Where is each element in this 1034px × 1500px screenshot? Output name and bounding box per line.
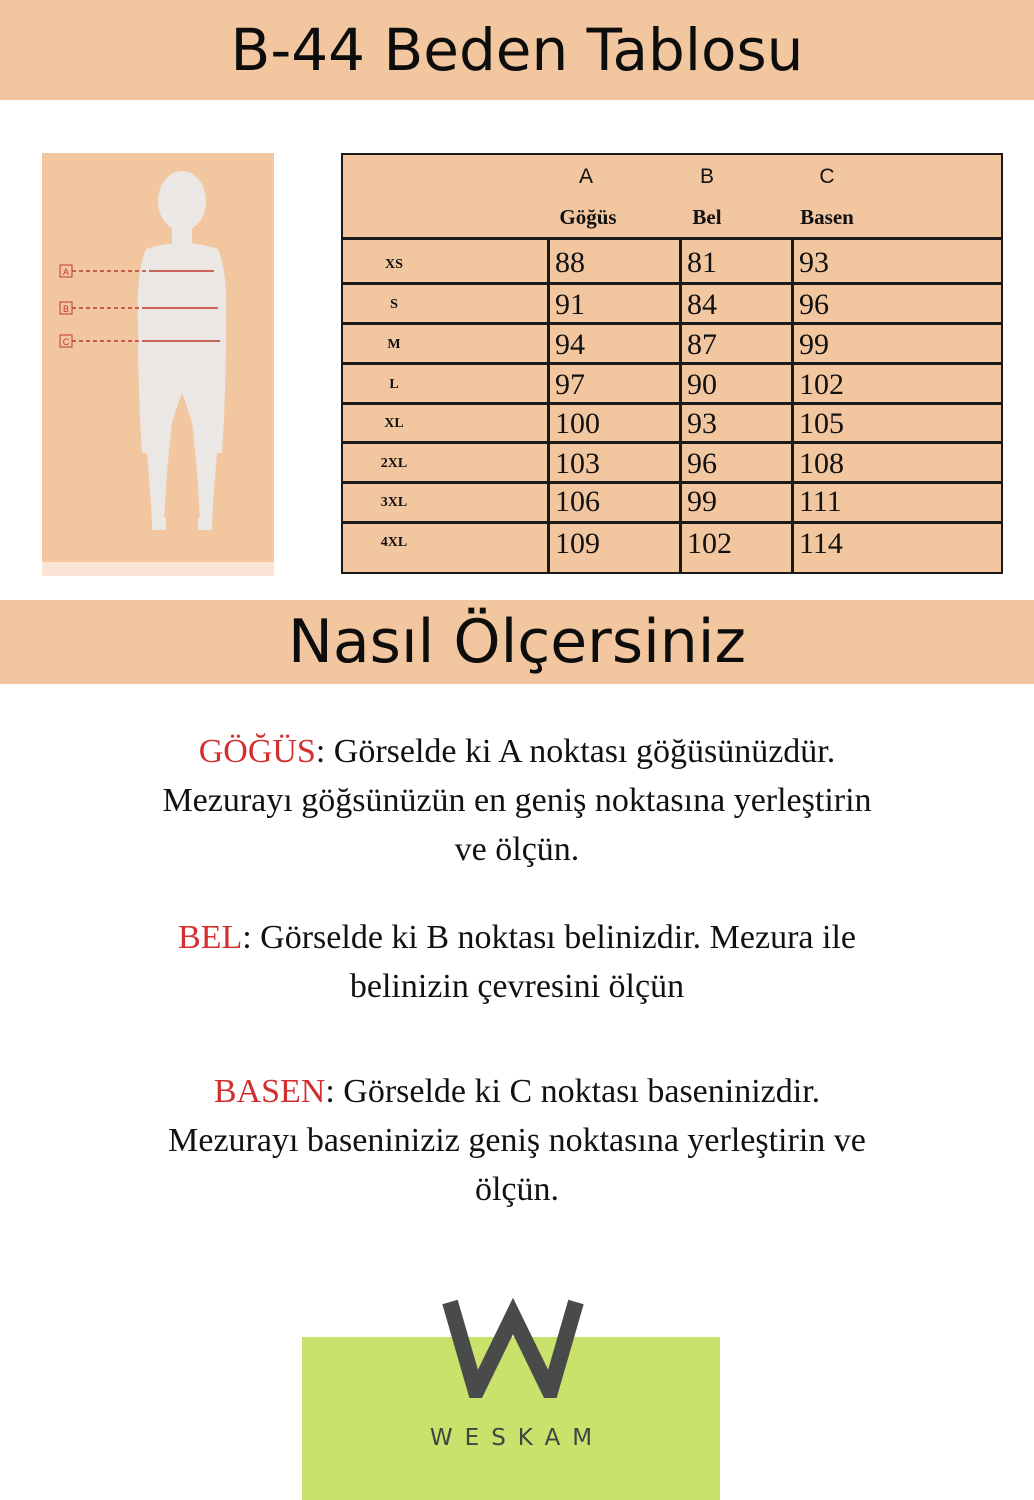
- bel-value: 84: [687, 288, 717, 321]
- basen-value: 102: [799, 368, 844, 401]
- how-to-measure-banner: [0, 600, 1034, 684]
- table-column-rule: [547, 237, 550, 573]
- instruction-line: ölçün.: [474, 1171, 560, 1208]
- gogus-value: 94: [555, 328, 585, 361]
- marker-c: [60, 335, 72, 347]
- instruction-line: [20, 727, 1014, 776]
- body-figure-panel: [42, 153, 274, 576]
- instruction-text: : Görselde ki C noktası baseninizdir.: [325, 1073, 821, 1110]
- instruction-text: : Görselde ki A noktası göğüsünüzdür.: [315, 733, 836, 770]
- brand-name: WESKAM: [429, 1425, 605, 1451]
- title-banner: [0, 0, 1034, 100]
- table-rule: [343, 282, 1003, 285]
- instruction-gogus: [20, 727, 1014, 874]
- instruction-label: BASEN: [213, 1073, 326, 1110]
- brand-logo-w-icon: [440, 1298, 586, 1398]
- table-column-rule: [791, 237, 794, 573]
- instruction-label: GÖĞÜS: [198, 733, 316, 770]
- size-table: [341, 153, 1003, 574]
- size-label: M: [387, 337, 401, 352]
- size-label: L: [389, 377, 399, 392]
- bel-value: 102: [687, 527, 732, 560]
- instruction-bel: [20, 913, 1014, 1011]
- basen-value: 96: [799, 288, 829, 321]
- table-rule: [343, 362, 1003, 365]
- figure-panel-strip: [42, 562, 274, 576]
- bel-value: 93: [687, 407, 717, 440]
- instruction-line: [20, 913, 1014, 962]
- bel-value: 96: [687, 447, 717, 480]
- gogus-value: 103: [555, 447, 600, 480]
- svg-text:A: A: [62, 267, 70, 277]
- column-letter-a: A: [578, 165, 593, 188]
- column-letter-b: B: [699, 165, 714, 188]
- instruction-line: Mezurayı baseniniziz geniş noktasına yerleştirin ve: [168, 1122, 866, 1159]
- body-silhouette-icon: [42, 153, 274, 576]
- basen-value: 108: [799, 447, 844, 480]
- bel-value: 99: [687, 485, 717, 518]
- column-header-gogus: Göğüs: [559, 205, 617, 229]
- svg-text:B: B: [62, 304, 70, 314]
- table-rule: [343, 402, 1003, 405]
- basen-value: 105: [799, 407, 844, 440]
- instruction-line: ve ölçün.: [454, 831, 580, 868]
- size-label: XS: [385, 257, 403, 272]
- column-header-bel: Bel: [692, 205, 722, 229]
- gogus-value: 100: [555, 407, 600, 440]
- table-rule: [343, 441, 1003, 444]
- basen-value: 111: [799, 485, 842, 518]
- bel-value: 81: [687, 246, 717, 279]
- gogus-value: 91: [555, 288, 585, 321]
- marker-b: [60, 302, 72, 314]
- instruction-basen: [20, 1067, 1014, 1214]
- table-rule: [343, 481, 1003, 484]
- basen-value: 93: [799, 246, 829, 279]
- size-label: S: [390, 297, 398, 312]
- instruction-line: Mezurayı göğsünüzün en geniş noktasına yerleştirin: [162, 782, 872, 819]
- column-header-basen: Basen: [800, 205, 854, 229]
- marker-a: [60, 265, 72, 277]
- how-to-measure-title: Nasıl Ölçersiniz: [288, 607, 746, 677]
- gogus-value: 109: [555, 527, 600, 560]
- table-rule: [343, 521, 1003, 524]
- instruction-line: [20, 1067, 1014, 1116]
- size-label: 4XL: [380, 535, 408, 550]
- bel-value: 90: [687, 368, 717, 401]
- gogus-value: 88: [555, 246, 585, 279]
- bel-value: 87: [687, 328, 717, 361]
- table-rule: [343, 322, 1003, 325]
- gogus-value: 106: [555, 485, 600, 518]
- table-rule: [343, 237, 1003, 240]
- basen-value: 99: [799, 328, 829, 361]
- basen-value: 114: [799, 527, 843, 560]
- column-letter-c: C: [819, 165, 835, 188]
- instruction-line: belinizin çevresini ölçün: [349, 968, 685, 1005]
- svg-text:C: C: [62, 337, 70, 347]
- instruction-label: BEL: [178, 919, 243, 956]
- table-column-rule: [679, 237, 682, 573]
- size-label: 3XL: [380, 495, 408, 510]
- page-title: B-44 Beden Tablosu: [230, 16, 804, 84]
- instruction-text: : Görselde ki B noktası belinizdir. Mezura ile: [242, 919, 856, 956]
- size-label: XL: [384, 416, 404, 431]
- size-label: 2XL: [380, 456, 408, 471]
- gogus-value: 97: [555, 368, 585, 401]
